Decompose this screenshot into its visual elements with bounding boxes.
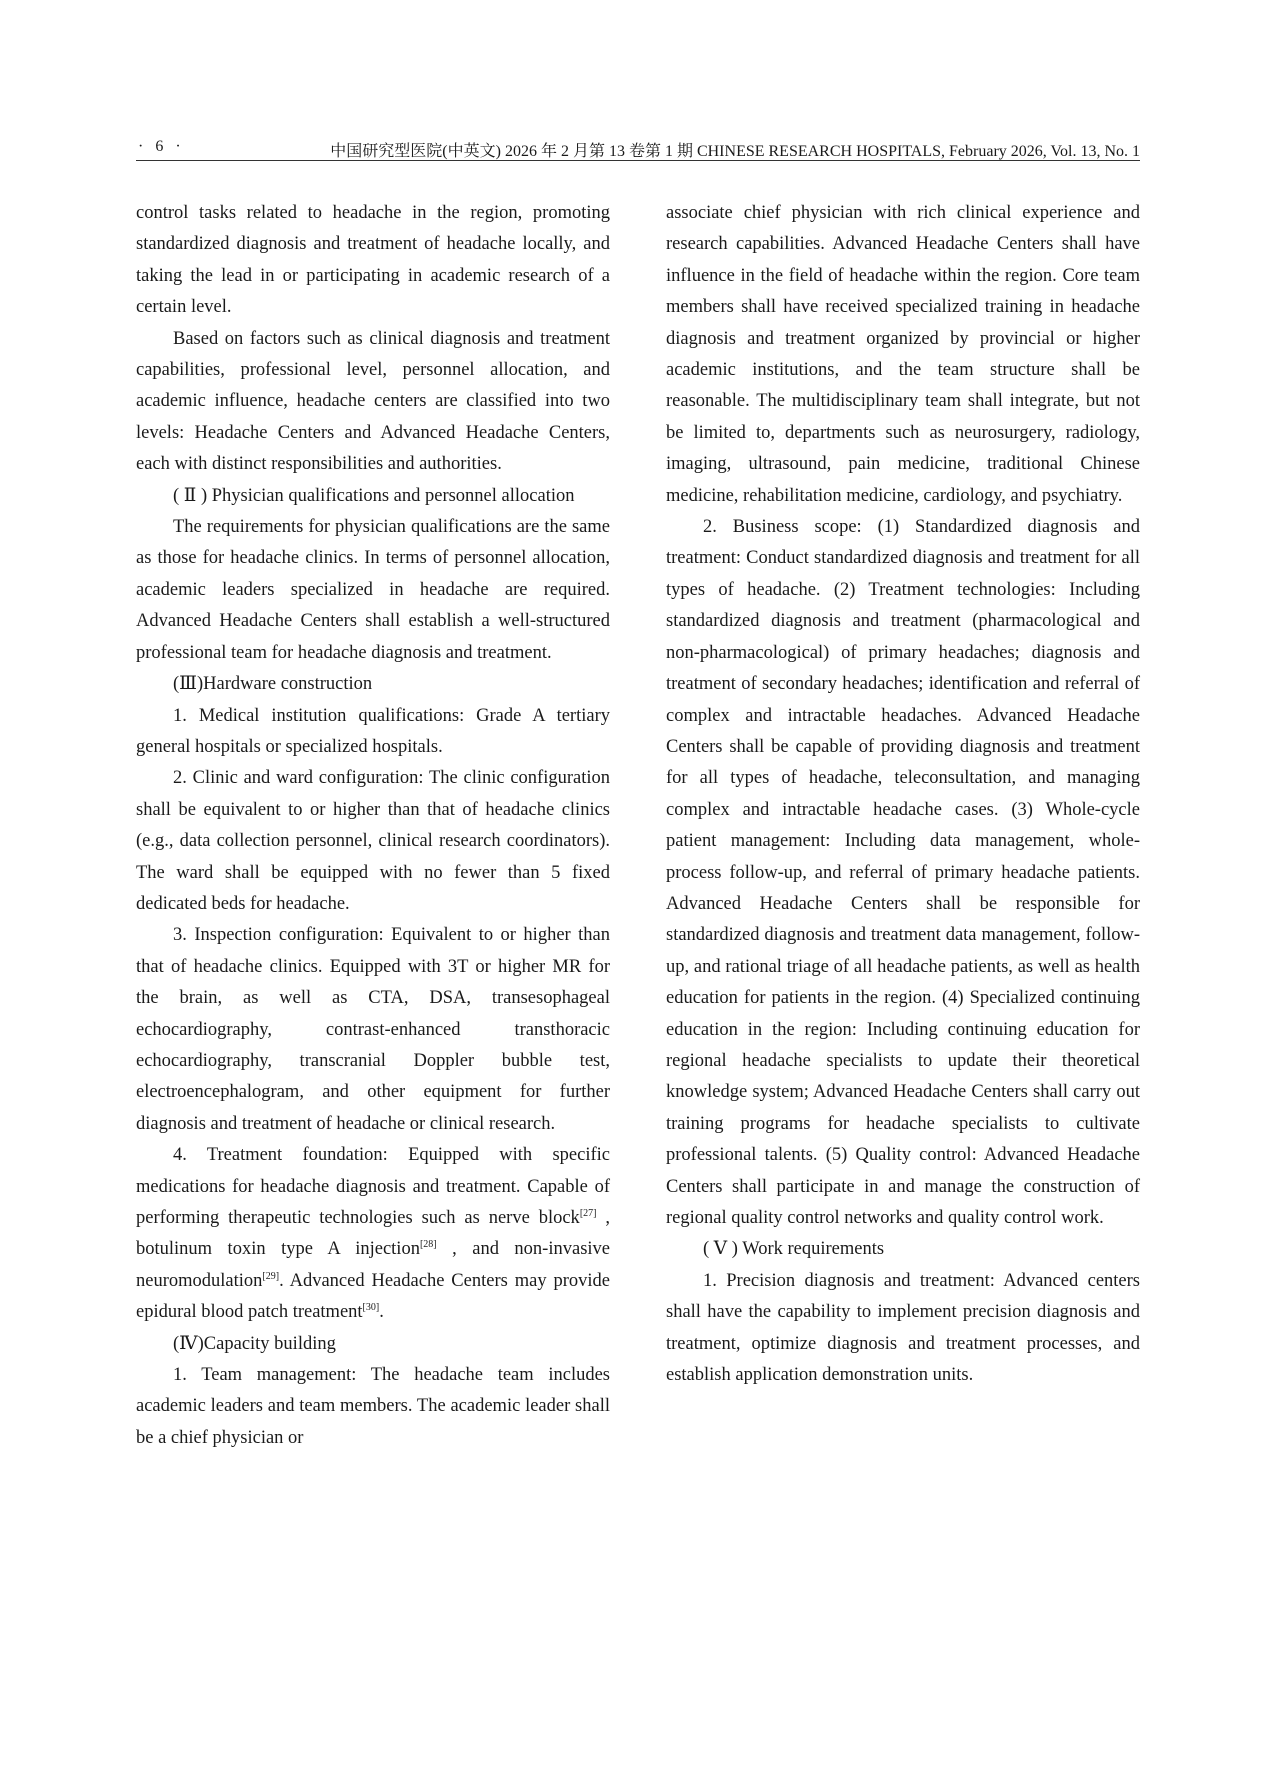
left-column (136, 198, 610, 1454)
journal-running-head: 中国研究型医院(中英文) 2026 年 2 月第 13 卷第 1 期 CHINESE RESEARCH HOSPITALS, February 2026, Vol. 13, No. 1 (330, 143, 1140, 160)
citation-ref: [29] (262, 1270, 280, 1282)
text-run: . Advanced Headache Centers may provide epidural blood patch treatment (136, 1270, 610, 1323)
paragraph: associate chief physician with rich clinical experience and research capabilities. Advanced Headache Centers shall have influence in the field of headache within the region. Core team members shall have received specialized training in headache diagnosis and treatment organized by provincial or higher academic institutions, and the team structure shall be reasonable. The multidisciplinary team shall integrate, but not be limited to, departments such as neurosurgery, radiology, imaging, ultrasound, pain medicine, traditional Chinese medicine, rehabilitation medicine, cardiology, and psychiatry. (666, 203, 1140, 506)
text-run: , botulinum toxin type A injection (136, 1208, 611, 1260)
running-header (136, 136, 1140, 161)
text-run: 4. Treatment foundation: Equipped with specific medications for headache diagnosis and treatment. Capable of performing therapeutic technologies such as nerve block (136, 1145, 610, 1228)
paragraph: Based on factors such as clinical diagnosis and treatment capabilities, professional level, personnel allocation, and academic influence, headache centers are classified into two levels: Headache Centers and Advanced Headache Centers, each with distinct responsibilities and authorities. (136, 328, 610, 475)
paragraph: 3. Inspection configuration: Equivalent to or higher than that of headache clinics. Equipped with 3T or higher MR for the brain, as well as CTA, DSA, transesophageal echocardiography, contrast-enhanced transthoracic echocardiography, transcranial Doppler bubble test, electroencephalogram, and other equipment for further diagnosis and treatment of headache or clinical research. (136, 925, 610, 1134)
paragraph: The requirements for physician qualifications are the same as those for headache clinics. In terms of personnel allocation, academic leaders specialized in headache are required. Advanced Headache Centers shall establish a well-structured professional team for headache diagnosis and treatment. (136, 517, 610, 663)
section-heading: ( Ⅴ ) Work requirements (703, 1239, 885, 1260)
right-column (666, 198, 1140, 1391)
section-heading: (Ⅲ)Hardware construction (173, 674, 373, 695)
text-run: . (379, 1302, 384, 1323)
section-heading: (Ⅳ)Capacity building (173, 1333, 336, 1354)
section-heading: ( Ⅱ ) Physician qualifications and personnel allocation (173, 485, 575, 506)
paragraph: 2. Clinic and ward configuration: The clinic configuration shall be equivalent to or higher than that of headache clinics (e.g., data collection personnel, clinical research coordinators). The ward shall be equipped with no fewer than 5 fixed dedicated beds for headache. (136, 768, 610, 914)
paragraph: control tasks related to headache in the region, promoting standardized diagnosis and treatment of headache locally, and taking the lead in or participating in academic research of a certain level. (136, 203, 610, 318)
text-run: , and non-invasive neuromodulation (136, 1239, 610, 1291)
paragraph: 1. Team management: The headache team includes academic leaders and team members. The academic leader shall be a chief physician or (136, 1365, 610, 1448)
citation-ref: [27] (579, 1208, 597, 1219)
citation-ref: [30] (362, 1302, 380, 1314)
page-number: · 6 · (138, 138, 185, 155)
paragraph: 1. Precision diagnosis and treatment: Advanced centers shall have the capability to implement precision diagnosis and treatment, optimize diagnosis and treatment processes, and establish application demonstration units. (666, 1270, 1140, 1386)
paragraph: 2. Business scope: (1) Standardized diagnosis and treatment: Conduct standardized diagnosis and treatment for all types of headache. (2) Treatment technologies: Including standardized diagnosis and treatment (pharmacological and non-pharmacological) of primary headaches; diagnosis and treatment of secondary headaches; identification and referral of complex and intractable headaches. Advanced Headache Centers shall be capable of providing diagnosis and treatment for all types of headache, teleconsultation, and managing complex and intractable headache cases. (3) Whole-cycle patient management: Including data management, whole-process follow-up, and referral of primary headache patients. Advanced Headache Centers shall be responsible for standardized diagnosis and treatment data management, follow-up, and rational triage of all headache patients, as well as health education for patients in the region. (4) Specialized continuing education in the region: Including continuing education for regional headache specialists to update their theoretical knowledge system; Advanced Headache Centers shall carry out training programs for headache specialists to cultivate professional talents. (5) Quality control: Advanced Headache Centers shall participate in and manage the construction of regional quality control networks and quality control work. (666, 517, 1140, 1228)
paragraph-with-citations (136, 1140, 610, 1328)
paragraph: 1. Medical institution qualifications: Grade A tertiary general hospitals or specialized hospitals. (136, 705, 610, 757)
citation-ref: [28] (419, 1239, 437, 1251)
